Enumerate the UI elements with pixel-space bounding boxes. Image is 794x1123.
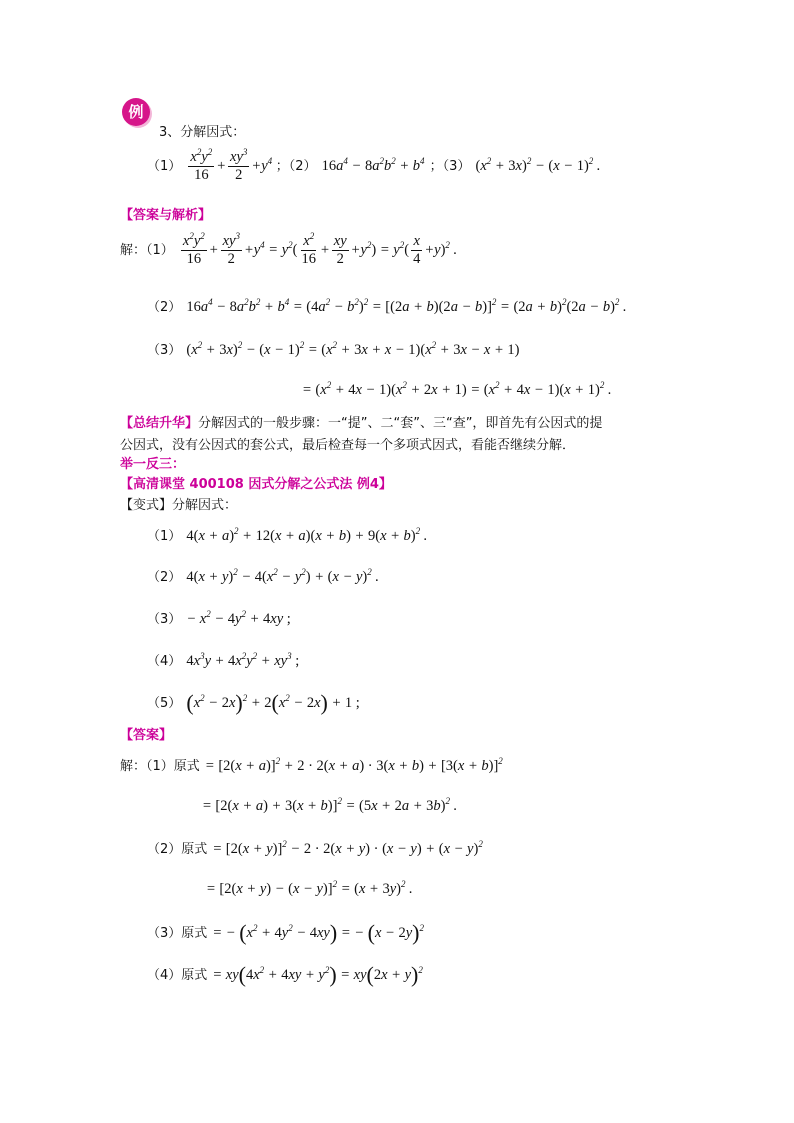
- variant-label: 【变式】: [120, 498, 173, 513]
- answer-4: [147, 962, 423, 988]
- answer-1-expression-2: = $[2(x + a) + 3(x + b)]^2 = (5x + 2a + 3b)^2$ .: [202, 796, 458, 814]
- practice-title: 举一反三：: [120, 457, 186, 472]
- problem-1-expression: $\frac{x^2y^2}{16}$ + $\frac{xy^3}{2}$ $+y^4$: [190, 147, 273, 183]
- variant-line: [120, 494, 237, 513]
- variant-item-3-label: （3）: [147, 612, 182, 627]
- solution-1: [120, 231, 458, 267]
- variant-item-3-expression: − $x^2 - 4y^2 + 4xy$ ;: [186, 609, 291, 627]
- variant-item-5-expression: $(x^2 - 2x)^2 + 2(x^2 - 2x) + 1$ ;: [186, 690, 360, 715]
- answer-3-expression: = − $(x^2 + 4y^2 - 4xy)$ = − $(x - 2y)^2$: [212, 920, 424, 945]
- solution-1-label: （1）: [146, 242, 174, 258]
- example-title: 3、分解因式：: [159, 125, 246, 140]
- variant-item-4-expression: $4x^3y + 4x^2y^2 + xy^3$ ;: [186, 651, 300, 669]
- answer-analysis-heading: 【答案与解析】: [120, 208, 212, 223]
- problem-1-label: （1）: [147, 158, 182, 174]
- answer-2-expression-2: = $[2(x + y) - (x - y)]^2 = (x + 3y)^2$ .: [206, 879, 413, 897]
- answer-1-line-2: [202, 795, 457, 815]
- solution-2-expression: $16a^4 - 8a^2b^2 + b^4 = (4a^2 - b^2)^2 = [(2a + b)(2a - b)]^2 = (2a + b)^2(2a - b)^2$ .: [186, 297, 627, 315]
- answer-4-expression: = $xy(4x^2 + 4xy + y^2) = xy(2x + y)^2$: [212, 962, 423, 987]
- summary-heading: 【总结升华】: [120, 416, 199, 431]
- answer-heading: 【答案】: [120, 728, 173, 743]
- solution-prefix: 解：: [120, 242, 147, 258]
- answer-4-label: （4）原式: [147, 968, 208, 983]
- variant-item-2-label: （2）: [147, 570, 182, 585]
- practice-link[interactable]: 【高清课堂 400108 因式分解之公式法 例4】: [120, 477, 392, 492]
- summary-text-2: 公因式，没有公因式的套公式，最后检查每一个多项式因式，看能否继续分解．: [120, 438, 576, 453]
- variant-item-4-label: （4）: [147, 654, 182, 669]
- answer-1-line-1: [120, 755, 503, 775]
- problem-2-label: ；（2）: [275, 158, 317, 174]
- answer-3-label: （3）原式: [147, 926, 208, 941]
- answer-prefix: 解：: [120, 759, 147, 774]
- variant-item-4: [147, 650, 299, 670]
- solution-3-expression-2: = $(x^2 + 4x - 1)(x^2 + 2x + 1) = (x^2 + 4x - 1)(x + 1)^2$ .: [302, 380, 612, 398]
- problem-3-expression: $(x^2 + 3x)^2 - (x - 1)^2$ .: [475, 155, 601, 174]
- answer-2-line-1: [147, 838, 483, 858]
- solution-2-label: （2）: [147, 300, 182, 315]
- solution-3-label: （3）: [147, 343, 182, 358]
- variant-item-1-label: （1）: [147, 529, 182, 544]
- summary-text-1: 分解因式的一般步骤：一“提”、二“套”、三“查”，即首先有公因式的提: [198, 416, 603, 431]
- variant-item-3: [147, 608, 291, 628]
- solution-3-line-1: [147, 339, 519, 359]
- summary-line-1: [120, 412, 602, 431]
- variant-item-2: [147, 566, 379, 586]
- solution-3-expression-1: $(x^2 + 3x)^2 - (x - 1)^2 = (x^2 + 3x + x - 1)(x^2 + 3x - x + 1)$: [186, 340, 520, 358]
- answer-2-expression-1: = $[2(x + y)]^2 - 2 \cdot 2(x + y) \cdot (x - y) + (x - y)^2$: [212, 839, 483, 857]
- answer-1-label: （1）原式: [146, 759, 200, 774]
- answer-2-line-2: [206, 878, 413, 898]
- variant-item-5-label: （5）: [147, 696, 182, 711]
- variant-item-1: [147, 525, 427, 545]
- problem-2-expression: $16a^4 - 8a^2b^2 + b^4$: [321, 155, 425, 174]
- solution-2: [147, 296, 627, 316]
- solution-1-expression: $\frac{x^2y^2}{16}$ + $\frac{xy^3}{2}$ $+y^4 = y^2$( $\frac{x^2}{16}$ + $\frac{xy}{2}$ $+y^2) = y^2$( $\frac{x}{4}$ +y)$^2$ .: [182, 231, 458, 267]
- problem-3-label: ；（3）: [429, 158, 471, 174]
- problem-line: [147, 147, 601, 183]
- variant-text: 分解因式：: [172, 498, 238, 513]
- example-badge-icon: 例: [122, 98, 150, 126]
- answer-2-label: （2）原式: [147, 842, 208, 857]
- variant-item-5: [147, 690, 360, 716]
- solution-3-line-2: [302, 379, 612, 399]
- answer-3: [147, 920, 424, 946]
- variant-item-1-expression: $4(x + a)^2 + 12(x + a)(x + b) + 9(x + b)^2$ .: [186, 526, 428, 544]
- variant-item-2-expression: $4(x + y)^2 - 4(x^2 - y^2) + (x - y)^2$ .: [186, 567, 380, 585]
- answer-1-expression-1: = $[2(x + a)]^2 + 2 \cdot 2(x + a) \cdot 3(x + b) + [3(x + b)]^2$: [204, 756, 503, 774]
